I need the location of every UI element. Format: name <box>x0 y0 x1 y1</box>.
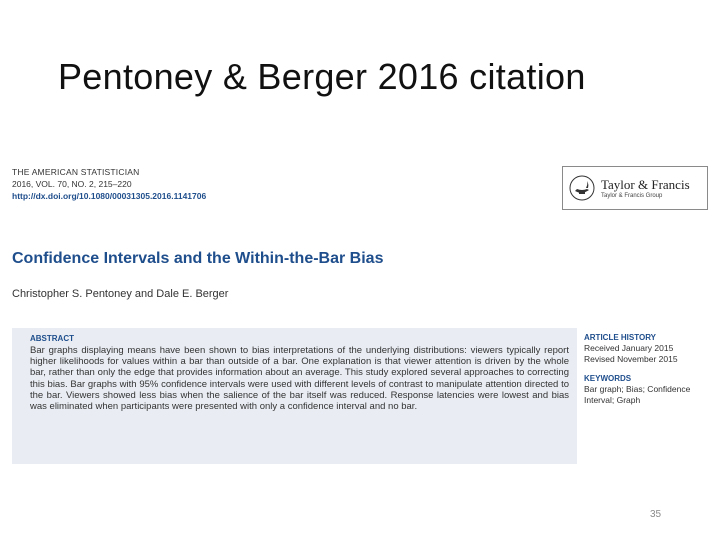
journal-info <box>12 166 272 202</box>
revised-date: Revised November 2015 <box>584 354 678 364</box>
keywords-heading: KEYWORDS <box>584 374 632 383</box>
journal-name: THE AMERICAN STATISTICIAN <box>12 167 140 177</box>
article-history-heading: ARTICLE HISTORY <box>584 333 657 342</box>
received-date: Received January 2015 <box>584 343 674 353</box>
article-title: Confidence Intervals and the Within-the-Bar Bias <box>12 250 384 267</box>
journal-volume: 2016, VOL. 70, NO. 2, 215–220 <box>12 179 132 189</box>
article-history-panel <box>584 332 714 406</box>
slide-title: Pentoney & Berger 2016 citation <box>58 56 586 97</box>
publisher-name: Taylor & Francis <box>601 177 690 192</box>
abstract-heading: ABSTRACT <box>30 334 74 343</box>
publisher-subtitle: Taylor & Francis Group <box>601 193 663 199</box>
abstract-text: Bar graphs displaying means have been shown to bias interpretations of the underlying distributions: viewers typically report higher likelihoods for values within a bar than outside of a bar. One explanation is that viewer attention is driven by the whole bar, rather than only the edge that provides information about an average. This study explored several approaches to correcting this bias. Bar graphs with 95% confidence intervals were used with different levels of contrast to manipulate attention directed to the bar. Viewers showed less bias when the salience of the bar itself was reduced. Response latencies were lowest and bias was eliminated when participants were presented with only a confidence interval and no bar. <box>30 345 569 413</box>
page-number: 35 <box>650 509 662 520</box>
keywords-text: Bar graph; Bias; Confidence Interval; Graph <box>584 384 691 405</box>
article-authors: Christopher S. Pentoney and Dale E. Berger <box>12 288 229 300</box>
doi-link[interactable]: http://dx.doi.org/10.1080/00031305.2016.1141706 <box>12 191 207 201</box>
oil-lamp-icon <box>569 175 595 201</box>
publisher-logo-box <box>562 166 708 210</box>
abstract-box <box>12 328 577 464</box>
